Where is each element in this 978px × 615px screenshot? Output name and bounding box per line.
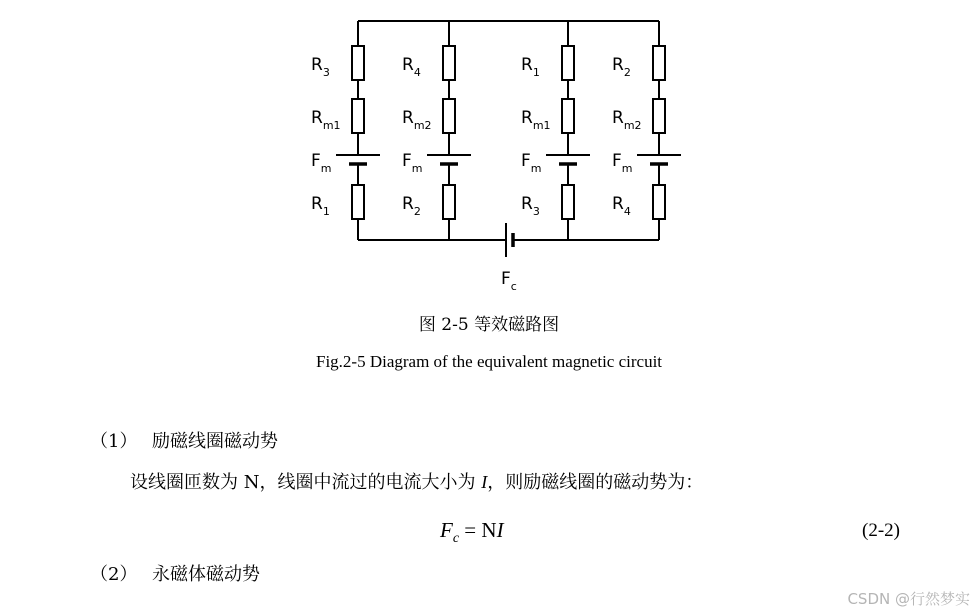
- resistor-middle-label: $R_{m1}$: [311, 108, 341, 132]
- magnet-source-label: $F_m$: [402, 151, 423, 175]
- circuit-branch: [521, 21, 590, 240]
- magnet-source-label: $F_m$: [612, 151, 633, 175]
- circuit-branch: [402, 21, 471, 240]
- resistor-top-label: $R_4$: [402, 55, 421, 79]
- section-number: （2）: [90, 564, 138, 585]
- paragraph-text-after: ，则励磁线圈的磁动势为：: [487, 472, 704, 493]
- section-number: （1）: [90, 431, 138, 452]
- coil-source-label: $F_c$: [501, 269, 517, 293]
- figure-caption-english: Fig.2-5 Diagram of the equivalent magnetic circuit: [315, 352, 663, 371]
- circuit-branch: [612, 21, 681, 240]
- resistor-bottom: [352, 185, 364, 219]
- coil-source-symbol: [506, 223, 513, 257]
- resistor-bottom-label: $R_1$: [311, 194, 330, 218]
- equation-rhs-var: I: [496, 518, 504, 542]
- resistor-bottom: [562, 185, 574, 219]
- resistor-middle: [352, 99, 364, 133]
- resistor-middle: [562, 99, 574, 133]
- resistor-middle: [443, 99, 455, 133]
- resistor-middle: [653, 99, 665, 133]
- resistor-middle-label: $R_{m2}$: [402, 108, 432, 132]
- resistor-top: [443, 46, 455, 80]
- paragraph-variable: I: [481, 472, 488, 492]
- resistor-top-label: $R_3$: [311, 55, 330, 79]
- body-paragraph: [130, 468, 703, 494]
- equation-lhs: F: [440, 518, 453, 542]
- section-title: 励磁线圈磁动势: [152, 431, 278, 452]
- magnet-source-label: $F_m$: [311, 151, 332, 175]
- resistor-top: [653, 46, 665, 80]
- equation-rhs: = N: [459, 518, 497, 542]
- magnet-source-label: $F_m$: [521, 151, 542, 175]
- equation-lhs-sub: c: [452, 531, 460, 547]
- section-heading-2: [90, 560, 260, 586]
- resistor-middle-label: $R_{m1}$: [521, 108, 551, 132]
- resistor-bottom: [443, 185, 455, 219]
- resistor-top-label: $R_1$: [521, 55, 540, 79]
- resistor-top: [352, 46, 364, 80]
- resistor-bottom-label: $R_4$: [612, 194, 631, 218]
- resistor-middle-label: $R_{m2}$: [612, 108, 642, 132]
- resistor-bottom-label: $R_3$: [521, 194, 540, 218]
- equation-number: (2-2): [862, 520, 900, 541]
- equivalent-magnetic-circuit-diagram: [0, 0, 978, 300]
- figure-caption-chinese: 图 2-5 等效磁路图: [418, 315, 560, 335]
- section-title: 永磁体磁动势: [152, 564, 260, 585]
- resistor-top: [562, 46, 574, 80]
- resistor-top-label: $R_2$: [612, 55, 631, 79]
- circuit-branch: [311, 21, 380, 240]
- equation: [440, 518, 504, 547]
- section-heading-1: [90, 427, 278, 453]
- watermark: CSDN @行然梦实: [847, 590, 970, 608]
- resistor-bottom: [653, 185, 665, 219]
- paragraph-text-before: 设线圈匝数为 N，线圈中流过的电流大小为: [130, 472, 482, 493]
- resistor-bottom-label: $R_2$: [402, 194, 421, 218]
